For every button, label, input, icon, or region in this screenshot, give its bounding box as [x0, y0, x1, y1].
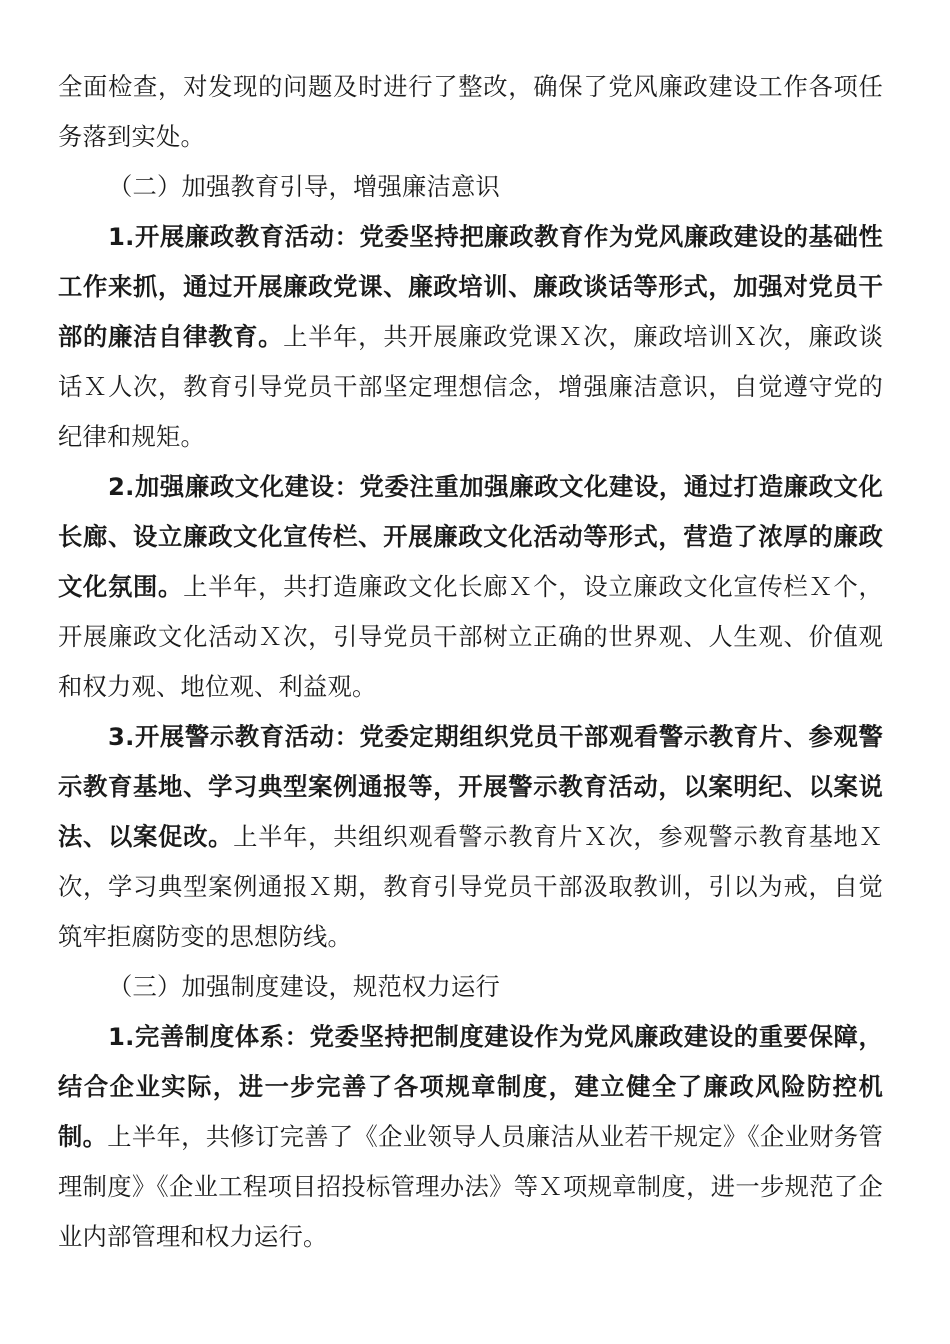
paragraph-continuation: 全面检查，对发现的问题及时进行了整改，确保了党风廉政建设工作各项任务落到实处。: [58, 72, 883, 151]
paragraph-lead: 3.开展警示教育活动：党委定期组织党员干部观看警示教育片、参观警示教育基地、学习典型案例通报等，开展警示教育活动，以案明纪、以案说法、以案促改。: [58, 722, 883, 851]
paragraph-item-2-1: [58, 212, 883, 462]
section-heading-2: （二）加强教育引导，增强廉洁意识: [108, 172, 500, 201]
paragraph-lead: 1.完善制度体系：党委坚持把制度建设作为党风廉政建设的重要保障，结合企业实际，进一步完善了各项规章制度，建立健全了廉政风险防控机制。: [58, 1022, 883, 1151]
paragraph-item-2-3: [58, 712, 883, 962]
paragraph-body: 上半年，共打造廉政文化长廊Ｘ个，设立廉政文化宣传栏Ｘ个，开展廉政文化活动Ｘ次，引导党员干部树立正确的世界观、人生观、价值观和权力观、地位观、利益观。: [58, 572, 883, 701]
paragraph-body: 上半年，共修订完善了《企业领导人员廉洁从业若干规定》《企业财务管理制度》《企业工程项目招投标管理办法》等Ｘ项规章制度，进一步规范了企业内部管理和权力运行。: [58, 1122, 884, 1251]
paragraph-lead: 2.加强廉政文化建设：党委注重加强廉政文化建设，通过打造廉政文化长廊、设立廉政文化宣传栏、开展廉政文化活动等形式，营造了浓厚的廉政文化氛围。: [58, 472, 883, 601]
paragraph-body: 上半年，共组织观看警示教育片Ｘ次，参观警示教育基地Ｘ次，学习典型案例通报Ｘ期，教育引导党员干部汲取教训，引以为戒，自觉筑牢拒腐防变的思想防线。: [58, 822, 883, 951]
paragraph-item-2-2: [58, 462, 883, 712]
document-page: [58, 62, 883, 1262]
section-heading-3: （三）加强制度建设，规范权力运行: [108, 972, 500, 1001]
paragraph-body: 上半年，共开展廉政党课Ｘ次，廉政培训Ｘ次，廉政谈话Ｘ人次，教育引导党员干部坚定理想信念，增强廉洁意识，自觉遵守党的纪律和规矩。: [58, 322, 883, 451]
paragraph-item-3-1: [58, 1012, 883, 1262]
paragraph-lead: 1.开展廉政教育活动：党委坚持把廉政教育作为党风廉政建设的基础性工作来抓，通过开展廉政党课、廉政培训、廉政谈话等形式，加强对党员干部的廉洁自律教育。: [58, 222, 883, 351]
